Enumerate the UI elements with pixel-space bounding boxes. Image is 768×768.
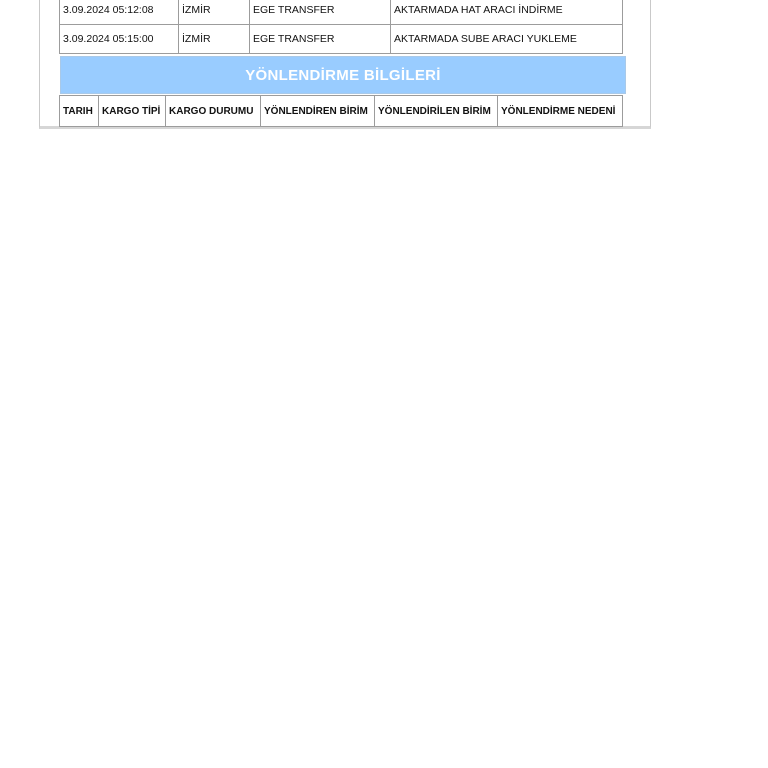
column-header-routing-reason: YÖNLENDİRME NEDENİ <box>498 96 623 127</box>
column-header-cargo-type: KARGO TİPİ <box>99 96 166 127</box>
routing-section-title: YÖNLENDİRME BİLGİLERİ <box>245 66 441 84</box>
table-row <box>60 25 623 54</box>
date-cell: 3.09.2024 05:15:00 <box>60 25 179 54</box>
column-header-routed-unit: YÖNLENDİRİLEN BİRİM <box>375 96 498 127</box>
date-cell: 3.09.2024 05:12:08 <box>60 0 179 25</box>
column-header-date: TARIH <box>60 96 99 127</box>
table-row <box>60 0 623 25</box>
movement-history-table <box>59 0 623 54</box>
table-header-row <box>60 96 623 127</box>
city-cell: İZMİR <box>179 25 250 54</box>
action-cell: AKTARMADA SUBE ARACI YUKLEME <box>391 25 623 54</box>
unit-cell: EGE TRANSFER <box>250 0 391 25</box>
routing-section-header <box>60 56 626 94</box>
unit-cell: EGE TRANSFER <box>250 25 391 54</box>
city-cell: İZMİR <box>179 0 250 25</box>
column-header-cargo-status: KARGO DURUMU <box>166 96 261 127</box>
routing-info-table <box>59 95 623 127</box>
column-header-routing-unit: YÖNLENDİREN BİRİM <box>261 96 375 127</box>
action-cell: AKTARMADA HAT ARACI İNDİRME <box>391 0 623 25</box>
